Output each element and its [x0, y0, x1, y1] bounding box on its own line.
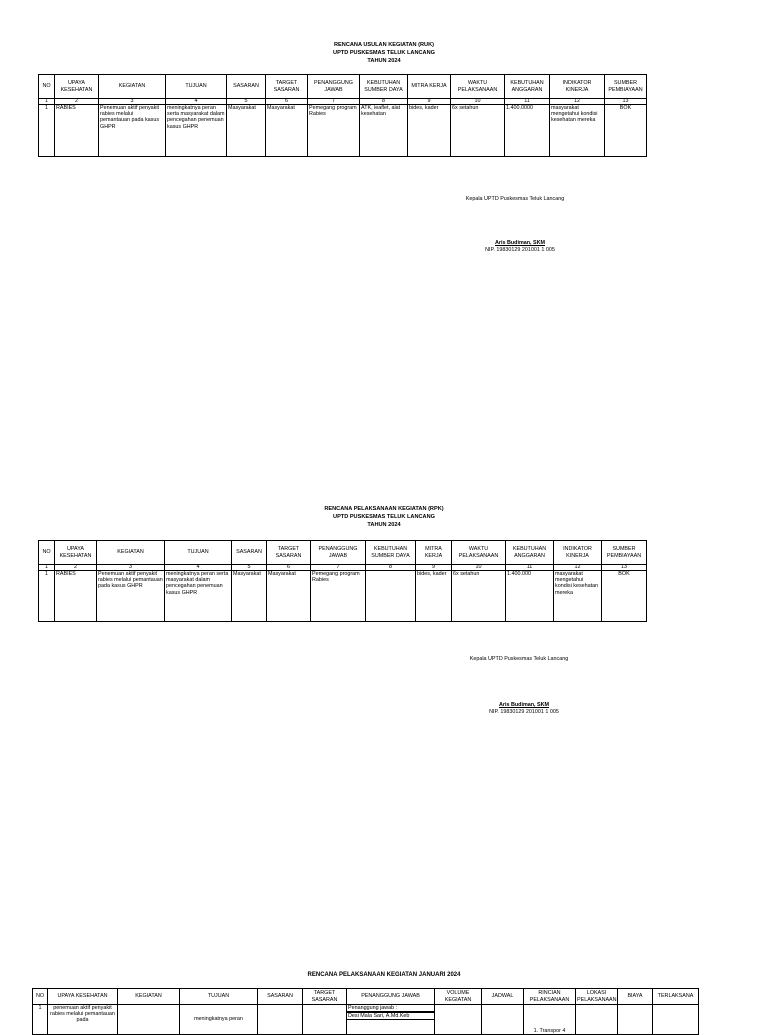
- ruk-cell-pembiayaan: BOK: [605, 105, 647, 157]
- ruk-header-cell: KEGIATAN: [99, 75, 166, 99]
- ruk-title: RENCANA USULAN KEGIATAN (RUK): [334, 42, 434, 48]
- rpk-header-cell: PENANGGUNG JAWAB: [311, 541, 366, 565]
- rpk-jan-cell-no: 1: [33, 1005, 48, 1035]
- ruk-header-cell: SUMBER PEMBIAYAAN: [605, 75, 647, 99]
- rpk-header-cell: SUMBER PEMBIAYAAN: [602, 541, 647, 565]
- rpk-header-cell: KEBUTUHAN SUMBER DAYA: [366, 541, 416, 565]
- ruk-signature-name: Aris Budiman, SKM: [494, 240, 546, 246]
- ruk-header-row: [39, 75, 647, 99]
- rpk-jan-header-cell: VOLUME KEGIATAN: [435, 989, 482, 1005]
- rpk-number-cell: 5: [232, 565, 267, 571]
- table-row: [39, 571, 647, 622]
- ruk-header-cell: KEBUTUHAN SUMBER DAYA: [360, 75, 408, 99]
- rpk-jan-header-cell: NO: [33, 989, 48, 1005]
- rpk-jan-cell-sasaran: [258, 1005, 303, 1035]
- rpk-jan-cell-volume: [435, 1005, 482, 1035]
- ruk-number-cell: 9: [408, 99, 451, 105]
- ruk-cell-indikator: masyarakat mengetahui kondisi kesehatan mereka: [550, 105, 605, 157]
- rpk-jan-header-cell: KEGIATAN: [118, 989, 180, 1005]
- rpk-header-cell: MITRA KERJA: [416, 541, 452, 565]
- rpk-cell-waktu: 6x setahun: [452, 571, 506, 622]
- rpk-cell-indikator: masyarakat mengetahui kondisi kesehatan mereka: [554, 571, 602, 622]
- rpk-cell-target: Masyarakat: [267, 571, 311, 622]
- rpk-jan-header-cell: BIAYA: [618, 989, 653, 1005]
- rpk-cell-anggaran: 1.400.000: [506, 571, 554, 622]
- rpk-number-cell: 1: [39, 565, 55, 571]
- ruk-cell-sasaran: Masyarakat: [227, 105, 266, 157]
- ruk-header-cell: NO: [39, 75, 55, 99]
- ruk-signature-name-block: [470, 240, 570, 254]
- rpk-jan-cell-biaya: [618, 1005, 653, 1035]
- rpk-cell-mitra: bides, kader: [416, 571, 452, 622]
- rpk-jan-cell-upaya: penemuan aktif penyakit rabies melalui pemantauan pada: [48, 1005, 118, 1035]
- rpk-header-cell: INDIKATOR KINERJA: [554, 541, 602, 565]
- ruk-cell-target: Masyarakat: [266, 105, 308, 157]
- ruk-header-cell: INDIKATOR KINERJA: [550, 75, 605, 99]
- rpk-signature-block: [434, 656, 604, 663]
- ruk-header-cell: TUJUAN: [166, 75, 227, 99]
- ruk-number-cell: 13: [605, 99, 647, 105]
- rpk-jan-cell-tujuan: meningkatnya peran: [180, 1005, 258, 1035]
- ruk-signature-block: [430, 196, 600, 203]
- rpk-header-cell: SASARAN: [232, 541, 267, 565]
- rpk-jan-cell-target: [303, 1005, 347, 1035]
- ruk-number-cell: 11: [505, 99, 550, 105]
- ruk-table: [38, 74, 647, 157]
- rpk-jan-title: RENCANA PELAKSANAAN KEGIATAN JANUARI 2024: [307, 972, 461, 978]
- ruk-number-cell: 12: [550, 99, 605, 105]
- rpk-jan-pj-name: Desi Mala Sari, A.Md.Keb: [347, 1012, 434, 1020]
- rpk-number-cell: 10: [452, 565, 506, 571]
- table-row: [39, 105, 647, 157]
- rpk-cell-no: 1: [39, 571, 55, 622]
- rpk-number-cell: 13: [602, 565, 647, 571]
- rpk-jan-header-cell: LOKASI PELAKSANAAN: [577, 990, 617, 1003]
- rpk-cell-upaya: RABIES: [55, 571, 97, 622]
- rpk-cell-tujuan: meningkatnya peran serta masyarakat dalam pencegahan penemuan kasus GHPR: [165, 571, 232, 622]
- ruk-header-cell: WAKTU PELAKSANAAN: [451, 75, 505, 99]
- rpk-signature-name: Aris Budiman, SKM: [498, 702, 550, 708]
- rpk-subtitle-year: TAHUN 2024: [367, 522, 401, 528]
- rpk-jan-header-cell: UPAYA KESEHATAN: [48, 989, 118, 1005]
- rpk-header-cell: NO: [39, 541, 55, 565]
- ruk-signature-role: Kepala UPTD Puskesmas Teluk Lancang: [465, 196, 565, 202]
- rpk-signature-role: Kepala UPTD Puskesmas Teluk Lancang: [469, 656, 569, 662]
- ruk-number-cell: 5: [227, 99, 266, 105]
- ruk-cell-kegiatan: Penemuan aktif penyakit rabies melalui pemantauan pada kasus GHPR: [99, 105, 166, 157]
- rpk-header-row: [39, 541, 647, 565]
- rpk-signature-name-block: [474, 702, 574, 716]
- rpk-jan-header-cell: JADWAL: [482, 989, 524, 1005]
- table-row: [33, 1005, 699, 1035]
- ruk-number-cell: 10: [451, 99, 505, 105]
- rpk-number-cell: 6: [267, 565, 311, 571]
- rpk-number-cell: 2: [55, 565, 97, 571]
- rpk-jan-cell-lokasi: [576, 1005, 618, 1035]
- ruk-number-cell: 2: [55, 99, 99, 105]
- ruk-number-cell: 8: [360, 99, 408, 105]
- ruk-cell-upaya: RABIES: [55, 105, 99, 157]
- rpk-number-cell: 8: [366, 565, 416, 571]
- rpk-number-cell: 9: [416, 565, 452, 571]
- rpk-header-cell: UPAYA KESEHATAN: [55, 541, 97, 565]
- rpk-jan-cell-pj: [347, 1005, 435, 1035]
- rpk-header-cell: TARGET SASARAN: [267, 541, 311, 565]
- ruk-cell-mitra: bides, kader: [408, 105, 451, 157]
- rpk-number-cell: 3: [97, 565, 165, 571]
- rpk-jan-pj-label: Penanggung jawab :: [347, 1005, 434, 1012]
- rpk-number-cell: 11: [506, 565, 554, 571]
- rpk-header-cell: KEGIATAN: [97, 541, 165, 565]
- rpk-signature-nip: NIP. 19830129 201001 1 005: [489, 709, 559, 715]
- rpk-header-cell: TUJUAN: [165, 541, 232, 565]
- rpk-number-cell: 4: [165, 565, 232, 571]
- rpk-subtitle-puskesmas: UPTD PUSKESMAS TELUK LANCANG: [333, 514, 435, 520]
- rpk-cell-sasaran: Masyarakat: [232, 571, 267, 622]
- ruk-cell-no: 1: [39, 105, 55, 157]
- ruk-subtitle-year: TAHUN 2024: [367, 58, 401, 64]
- rpk-cell-kegiatan: Penemuan aktif penyakit rabies melalui pemantauan pada kasus GHPR: [97, 571, 165, 622]
- rpk-header-cell: KEBUTUHAN ANGGARAN: [506, 541, 554, 565]
- rpk-jan-header-cell: TUJUAN: [180, 989, 258, 1005]
- rpk-cell-sumber-daya: [366, 571, 416, 622]
- rpk-jan-header-cell: SASARAN: [258, 989, 303, 1005]
- rpk-table: [38, 540, 647, 622]
- ruk-number-cell: 6: [266, 99, 308, 105]
- rpk-title: RENCANA PELAKSANAAN KEGIATAN (RPK): [324, 506, 444, 512]
- ruk-cell-anggaran: 1.400.0000: [505, 105, 550, 157]
- ruk-header-cell: MITRA KERJA: [408, 75, 451, 99]
- ruk-number-cell: 1: [39, 99, 55, 105]
- ruk-header-cell: KEBUTUHAN ANGGARAN: [505, 75, 550, 99]
- ruk-cell-pj: Pemegang program Rabies: [308, 105, 360, 157]
- ruk-header-cell: TARGET SASARAN: [266, 75, 308, 99]
- ruk-cell-tujuan: meningkatnya peran serta masyarakat dalam pencegahan penemuan kasus GHPR: [166, 105, 227, 157]
- ruk-header-cell: PENANGGUNG JAWAB: [308, 75, 360, 99]
- rpk-jan-header-row: [33, 989, 699, 1005]
- rpk-cell-pj: Pemegang program Rabies: [311, 571, 366, 622]
- rpk-jan-cell-rincian: 1. Transpor 4: [524, 1005, 576, 1035]
- ruk-subtitle-puskesmas: UPTD PUSKESMAS TELUK LANCANG: [333, 50, 435, 56]
- rpk-jan-table: [32, 988, 699, 1035]
- rpk-number-cell: 7: [311, 565, 366, 571]
- rpk-number-cell: 12: [554, 565, 602, 571]
- ruk-header-cell: SASARAN: [227, 75, 266, 99]
- ruk-number-cell: 7: [308, 99, 360, 105]
- rpk-cell-pembiayaan: BOK: [602, 571, 647, 622]
- ruk-number-cell: 3: [99, 99, 166, 105]
- rpk-jan-cell-kegiatan: [118, 1005, 180, 1035]
- ruk-header-cell: UPAYA KESEHATAN: [55, 75, 99, 99]
- rpk-jan-header-cell: TERLAKSANA: [653, 989, 699, 1005]
- ruk-number-cell: 4: [166, 99, 227, 105]
- rpk-jan-header-cell: PENANGGUNG JAWAB: [347, 989, 435, 1005]
- rpk-jan-header-cell: RINCIAN PELAKSANAAN: [524, 989, 576, 1005]
- rpk-jan-cell-terlaksana: [653, 1005, 699, 1035]
- ruk-cell-sumber-daya: ATK, leaflet, alat kesehatan: [360, 105, 408, 157]
- ruk-cell-waktu: 6x setahun: [451, 105, 505, 157]
- rpk-jan-cell-jadwal: [482, 1005, 524, 1035]
- rpk-header-cell: WAKTU PELAKSANAAN: [452, 541, 506, 565]
- rpk-jan-header-cell: TARGET SASARAN: [303, 989, 347, 1005]
- ruk-signature-nip: NIP. 19830129 201001 1 005: [485, 247, 555, 253]
